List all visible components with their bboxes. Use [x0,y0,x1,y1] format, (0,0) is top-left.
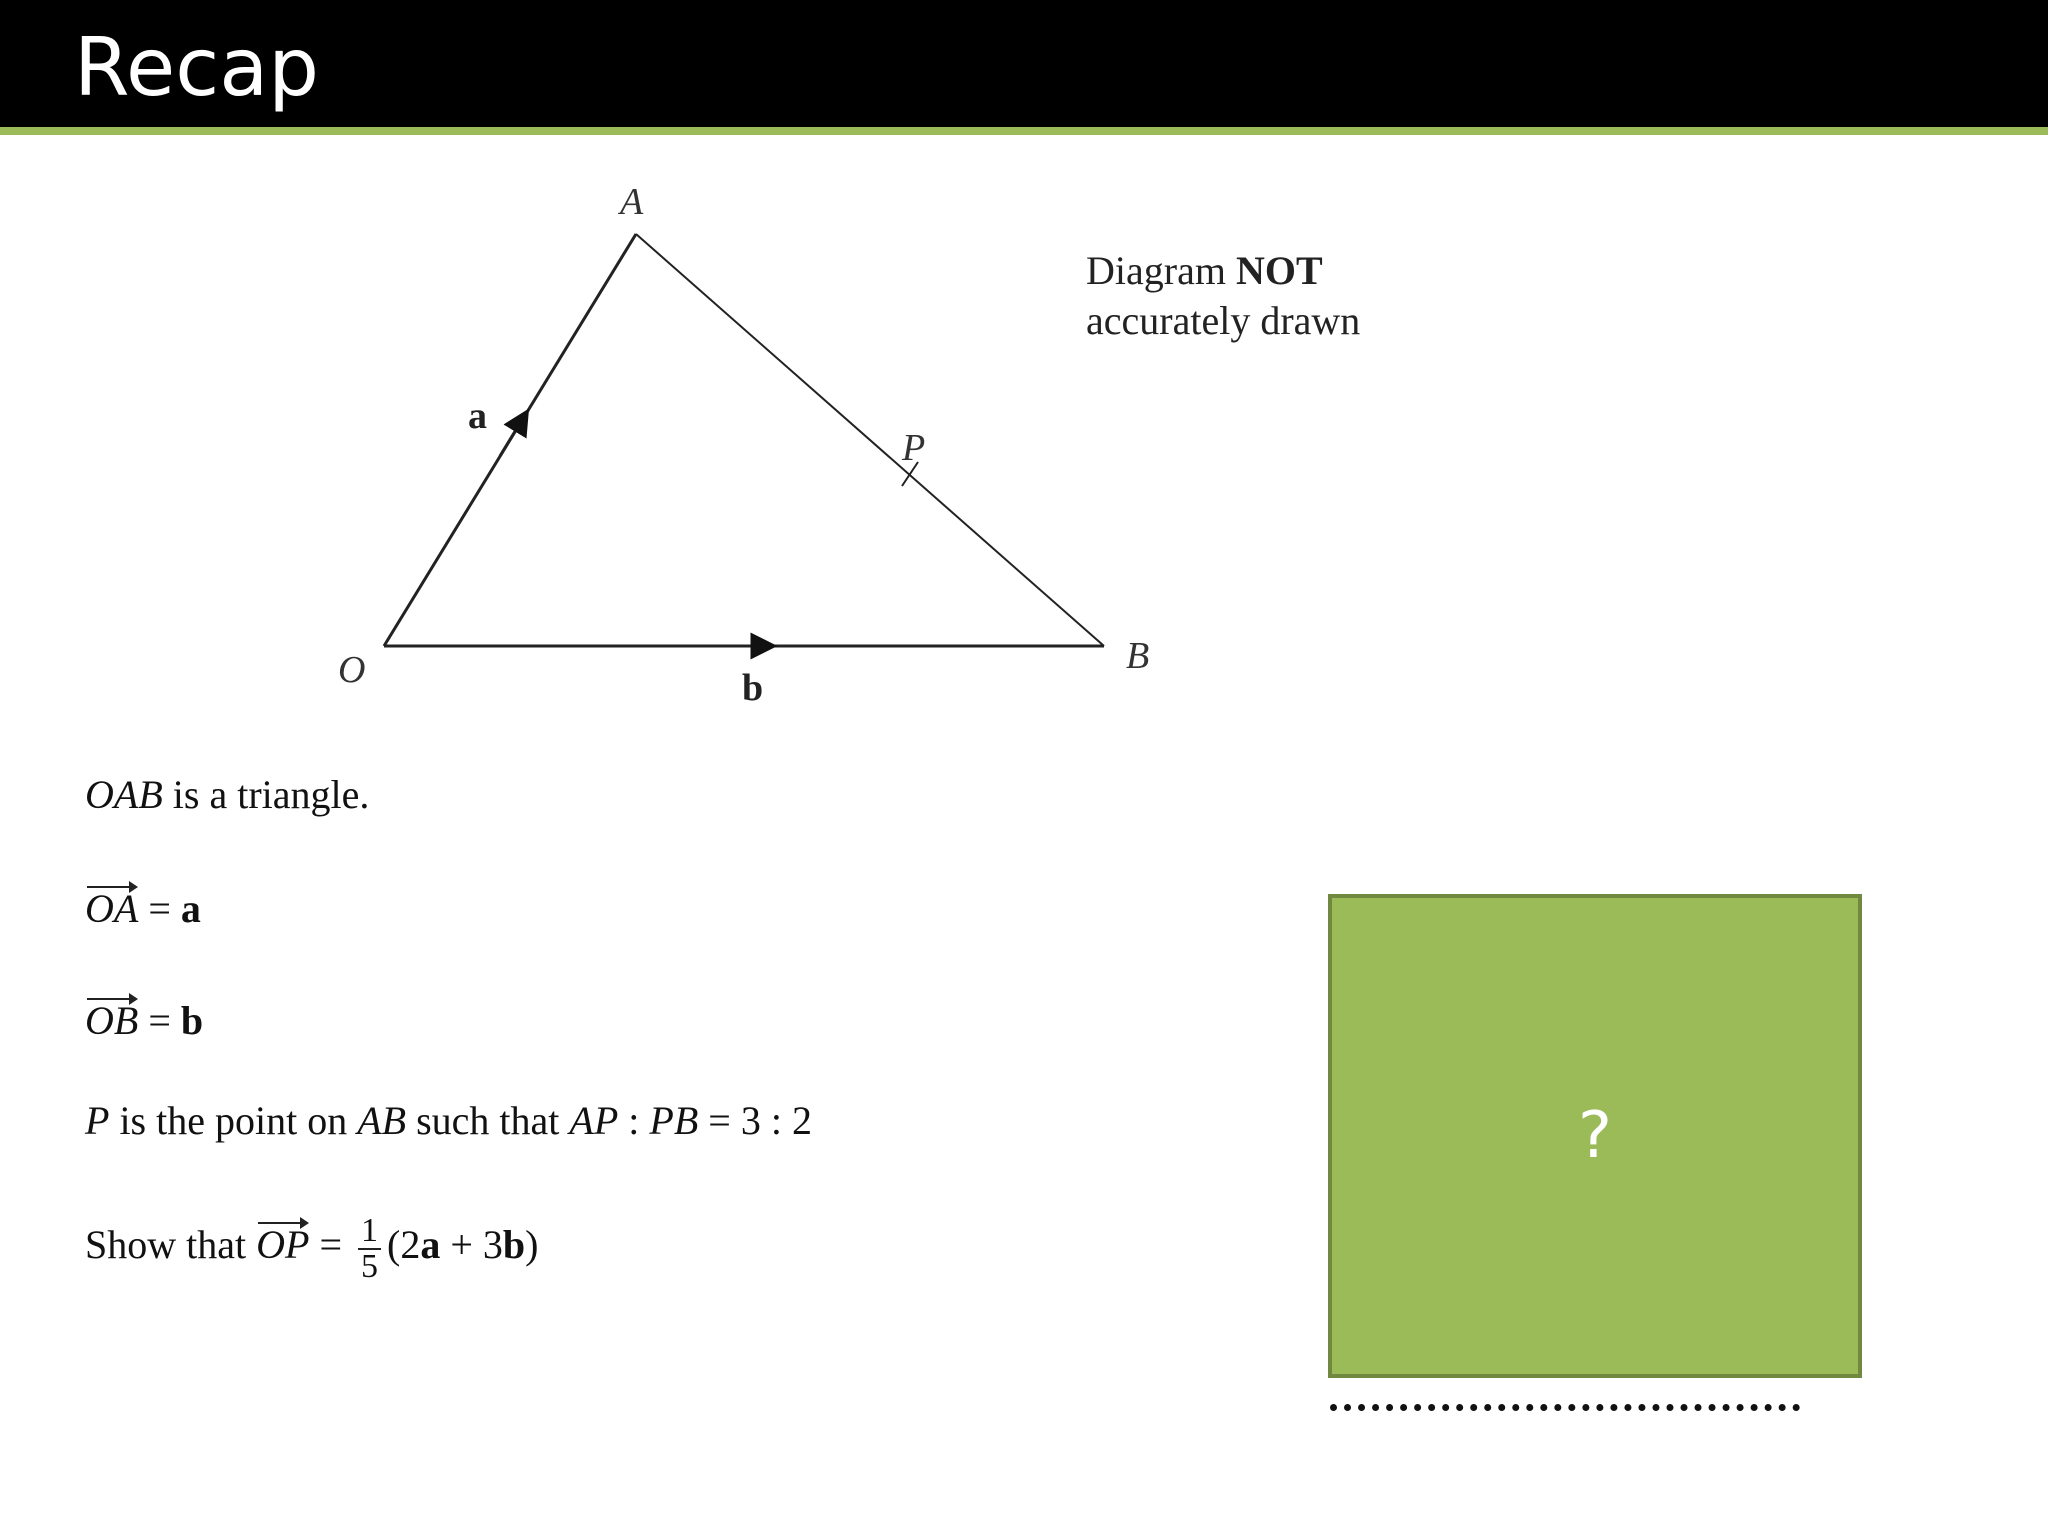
answer-placeholder: ? [1578,1099,1612,1173]
note-line-1 [1086,246,1360,296]
diagram-note [1086,246,1360,346]
line1-rest: is a triangle. [162,772,370,817]
label-a-vertex: A [620,181,644,223]
label-vector-b: b [742,667,764,709]
paren-close: ) [525,1222,539,1268]
segment-ab: AB [357,1098,407,1143]
ratio-colon: : [618,1098,650,1143]
line4-text-2: such that [406,1098,570,1143]
expr-a: a [420,1222,441,1268]
line2-eq: = [138,886,181,931]
label-b-vertex: B [1126,635,1150,677]
note-line-2: accurately drawn [1086,298,1361,343]
note-prefix: Diagram [1086,248,1226,293]
side-ab [636,234,1104,646]
line4-text-1: is the point on [109,1098,358,1143]
segment-ap: AP [569,1098,619,1143]
label-o-vertex: O [338,649,366,691]
expr-b: b [502,1222,526,1268]
vector-oa: OA [85,884,138,934]
fraction-denominator: 5 [361,1248,379,1285]
point-p: P [85,1098,110,1143]
triangle-diagram [0,0,2048,760]
answer-dotted-line [1330,1404,1800,1411]
vector-op: OP [256,1220,309,1270]
segment-pb: PB [649,1098,699,1143]
problem-line-4 [85,1096,812,1146]
fraction-numerator: 1 [358,1214,381,1250]
line2-value: a [180,886,201,931]
vector-ob: OB [85,996,138,1046]
show-that-prefix: Show that [85,1222,257,1268]
fraction [358,1214,381,1284]
label-p-point: P [902,427,926,469]
line3-value: b [180,998,204,1043]
paren-open: (2 [387,1222,421,1268]
problem-line-1 [85,770,369,820]
label-vector-a: a [468,395,487,437]
problem-line-2 [85,884,201,934]
problem-line-3 [85,996,203,1046]
expr-plus: + 3 [440,1222,503,1268]
triangle-name: OAB [85,772,163,817]
problem-line-5 [85,1214,538,1284]
note-bold: NOT [1235,248,1323,293]
page-title: Recap [74,21,319,114]
line5-eq: = [309,1222,353,1268]
line3-eq: = [138,998,181,1043]
ratio-value: = 3 : 2 [698,1098,812,1143]
answer-reveal-box[interactable] [1328,894,1862,1378]
arrow-a [500,420,522,456]
